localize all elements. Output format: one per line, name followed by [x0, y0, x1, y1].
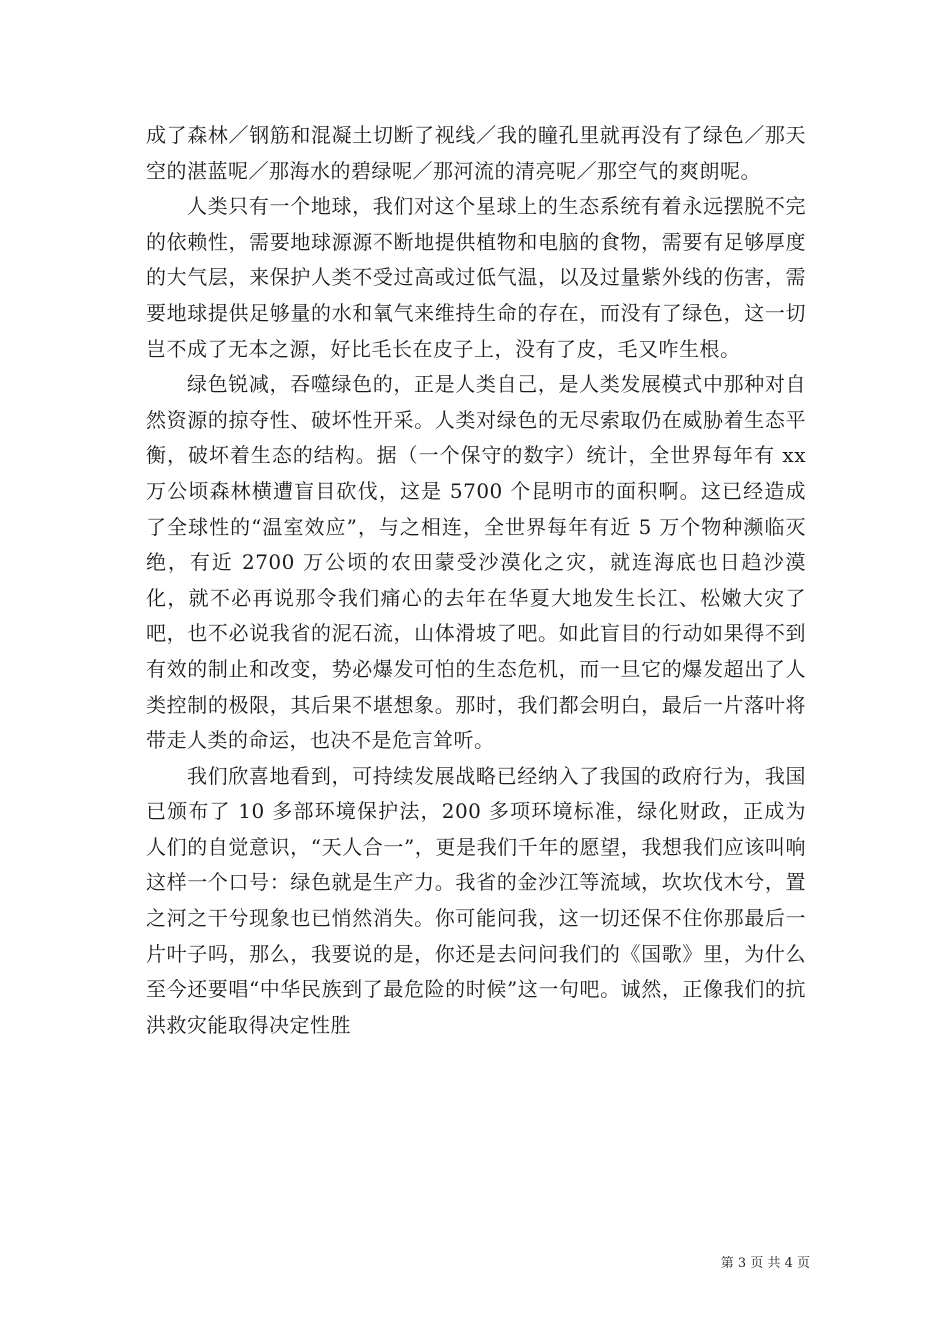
- page-number-footer: 第 3 页 共 4 页: [720, 1256, 810, 1271]
- document-body: [146, 118, 806, 1043]
- paragraph-4: 我们欣喜地看到，可持续发展战略已经纳入了我国的政府行为，我国已颁布了 10 多部环境保护法，200 多项环境标准，绿化财政，正成为人们的自觉意识，“天人合一”，更是我们千年的愿望，我想我们应该叫响这样一个口号：绿色就是生产力。我省的金沙江等流域，坎坎伐木兮，置之河之干兮现象也已悄然消失。你可能问我，这一切还保不住你那最后一片叶子吗，那么，我要说的是，你还是去问问我们的《国歌》里，为什么至今还要唱“中华民族到了最危险的时候”这一句吧。诚然，正像我们的抗洪救灾能取得决定性胜: [146, 763, 806, 1037]
- paragraph-3: 绿色锐减，吞噬绿色的，正是人类自己，是人类发展模式中那种对自然资源的掠夺性、破坏性开采。人类对绿色的无尽索取仍在威胁着生态平衡，破坏着生态的结构。据（一个保守的数字）统计，全世界每年有 xx 万公顷森林横遭盲目砍伐，这是 5700 个昆明市的面积啊。这已经造成了全球性的“温室效应”，与之相连，全世界每年有近 5 万个物种濒临灭绝，有近 2700 万公顷的农田蒙受沙漠化之灾，就连海底也日趋沙漠化，就不必再说那令我们痛心的去年在华夏大地发生长江、松嫩大灾了吧，也不必说我省的泥石流，山体滑坡了吧。如此盲目的行动如果得不到有效的制止和改变，势必爆发可怕的生态危机，而一旦它的爆发超出了人类控制的极限，其后果不堪想象。那时，我们都会明白，最后一片落叶将带走人类的命运，也决不是危言耸听。: [146, 372, 806, 753]
- paragraph-2: 人类只有一个地球，我们对这个星球上的生态系统有着永远摆脱不完的依赖性，需要地球源源不断地提供植物和电脑的食物，需要有足够厚度的大气层，来保护人类不受过高或过低气温，以及过量紫外线的伤害，需要地球提供足够量的水和氧气来维持生命的存在，而没有了绿色，这一切岂不成了无本之源，好比毛长在皮子上，没有了皮，毛又咋生根。: [146, 194, 806, 361]
- paragraph-1: 成了森林／钢筋和混凝土切断了视线／我的瞳孔里就再没有了绿色／那天空的湛蓝呢／那海水的碧绿呢／那河流的清亮呢／那空气的爽朗呢。: [146, 123, 806, 183]
